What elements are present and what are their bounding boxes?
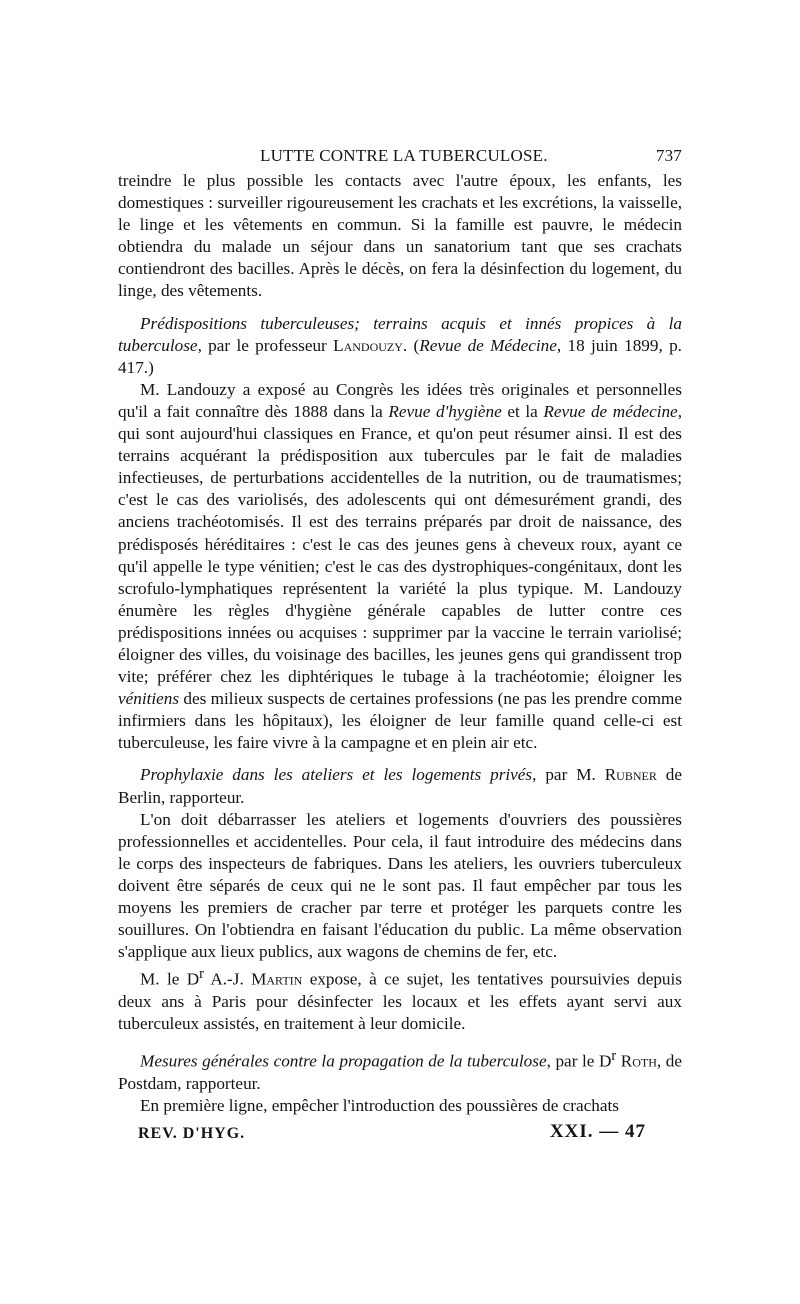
paragraph-martin xyxy=(118,963,682,1035)
running-title: LUTTE CONTRE LA TUBERCULOSE. xyxy=(260,146,548,165)
section-heading-landouzy xyxy=(118,313,682,379)
byline: , par le professeur xyxy=(197,335,334,355)
byline-rest: , de Postdam, rapporteur. xyxy=(118,1052,682,1094)
section-heading-rubner xyxy=(118,764,682,808)
journal-signature: REV. D'HYG. xyxy=(138,1125,246,1143)
volume-signature: XXI. — 47 xyxy=(549,1121,646,1143)
text-run: M. le D xyxy=(140,970,200,990)
text-run: expose, à ce sujet, les tentatives poursuivies depuis deux ans à Paris pour désinfecter les locaux et les effets ayant servi aux tuberculeux assistés, en traitement à leur domicile. xyxy=(118,970,682,1034)
emphasis: vénitiens xyxy=(118,689,180,709)
reference-details: , 18 juin 1899, p. 417.) xyxy=(118,335,682,377)
section-heading-roth xyxy=(118,1045,682,1095)
author-name: Landouzy xyxy=(333,335,403,355)
superscript: r xyxy=(199,966,204,983)
byline: , par M. xyxy=(532,765,605,785)
section-title: Prophylaxie dans les ateliers et les logements privés xyxy=(140,765,533,785)
journal-title: Revue de médecine xyxy=(543,401,678,421)
text-run: , qui sont aujourd'hui classiques en France, et qu'on peut résumer ainsi. Il est des terrains acquérant la prédisposition aux tubercules par le fait de maladies infectieuses, de perturbations accidentelles de la nutrition, ou de traumatismes; c'est le cas des variolisés, des adolescents qui ont démesurément grandi, des anciens trachéotomisés. Il est des terrains préparés par droit de naissance, des prédisposés héréditaires : c'est le cas des jeunes gens à cheveux roux, ayant ce qu'il appelle le type vénitien; c'est le cas des dystrophiques-congénitaux, dont les scrofulo-lymphatiques représentent la variété la plus typique. M. Landouzy énumère les règles d'hygiène générale capables de lutter contre ces prédispositions innées ou acquises : supprimer par la vaccine le terrain variolisé; éloigner des villes, du voisinage des bacilles, les jeunes gens qui grandissent trop vite; préférer chez les diphtériques le tubage à la trachéotomie; éloigner les xyxy=(118,401,682,687)
paragraph-ateliers: L'on doit débarrasser les ateliers et logements d'ouvriers des poussières professionnelles et accidentelles. Pour cela, il faut introduire des médecins dans le corps des inspecteurs de fabriques. Dans les ateliers, les ouvriers tuberculeux doivent être séparés de ceux qui ne le sont pas. Il faut empêcher par tous les moyens les premiers de cracher par terre et protéger les parquets contre les souillures. On l'obtiendra en faisant l'éducation du public. La même observation s'applique aux lieux publics, aux wagons de chemins de fer, etc. xyxy=(118,809,682,962)
section-title: Mesures générales contre la propagation de la tuberculose xyxy=(140,1052,547,1072)
paragraph-continuation: treindre le plus possible les contacts avec l'autre époux, les enfants, les domestiques : surveiller rigoureusement les crachats et les excrétions, la vaisselle, le linge et les vêtements en commun. Si la famille est pauvre, le médecin obtiendra du malade un séjour dans un sanatorium tant que ses crachats contiendront des bacilles. Après le décès, on fera la désinfection du logement, du linge, des vêtements. xyxy=(118,171,682,301)
journal-title: Revue de Médecine xyxy=(419,335,557,355)
text-run: A.-J. xyxy=(203,970,252,990)
reference-open: . ( xyxy=(402,335,420,355)
book-page xyxy=(118,140,682,1149)
author-name: Martin xyxy=(251,970,303,990)
section-title: Prédispositions tuberculeuses; terrains acquis et innés propices à la tuberculose xyxy=(118,313,682,355)
byline-rest: de Berlin, rapporteur. xyxy=(118,765,683,807)
author-name: Rubner xyxy=(604,765,657,785)
superscript: r xyxy=(611,1048,617,1065)
paragraph-landouzy xyxy=(118,379,682,755)
page-number: 737 xyxy=(655,146,682,165)
text-run: des milieux suspects de certaines professions (ne pas les prendre comme infirmiers dans les hôpitaux), les éloigner de leur famille quand celle-ci est tuberculeuse, les faire vivre à la campagne et en plein air etc. xyxy=(118,689,682,753)
page-footer xyxy=(118,1119,682,1149)
page-header xyxy=(118,140,682,170)
byline: , par le D xyxy=(546,1052,612,1072)
journal-title: Revue d'hygiène xyxy=(388,401,502,421)
text-run: M. Landouzy a exposé au Congrès les idées très originales et personnelles qu'il a fait connaître dès 1888 dans la xyxy=(118,379,682,421)
author-name: Roth xyxy=(620,1052,657,1072)
paragraph-premiere-ligne: En première ligne, empêcher l'introduction des poussières de crachats xyxy=(140,1096,619,1116)
text-run: et la xyxy=(501,401,544,421)
